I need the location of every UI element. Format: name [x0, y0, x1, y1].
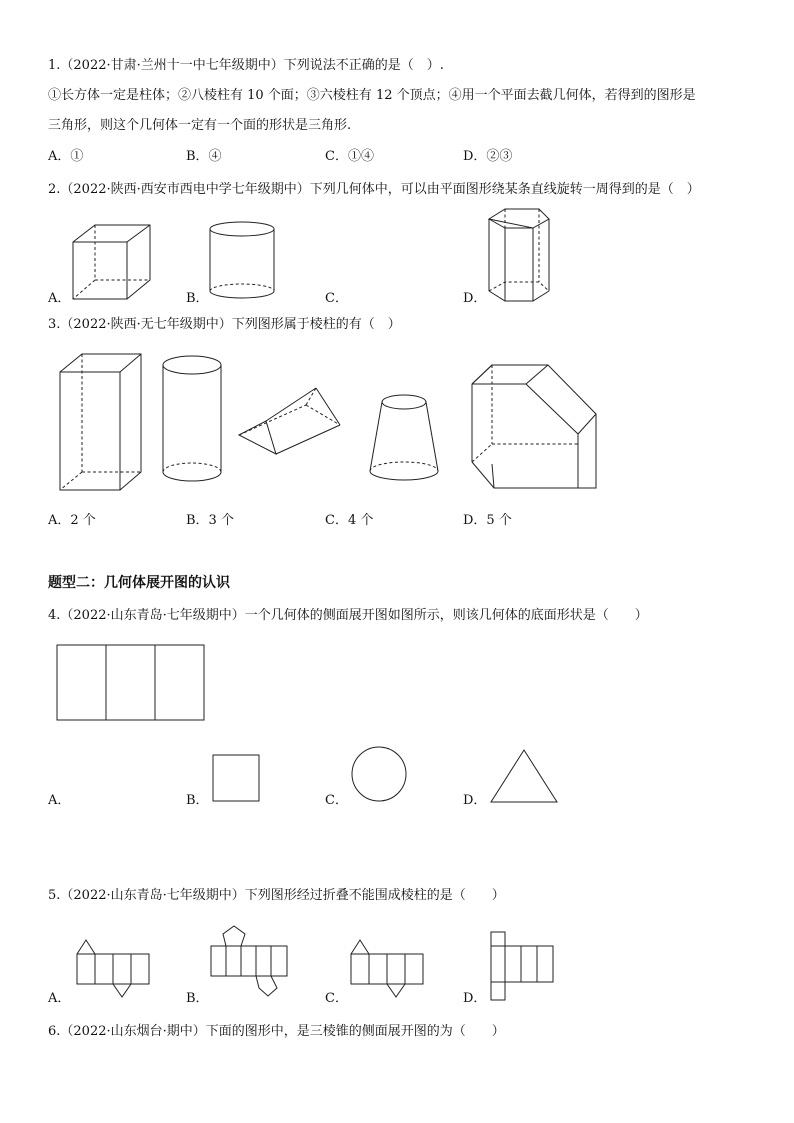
triangle-shape-figure: [490, 748, 560, 804]
q4-option-d: D．: [463, 793, 487, 808]
q2-cylinder-figure: [208, 220, 280, 302]
q3-frustum-figure: [366, 392, 442, 487]
q2-option-d: D．: [463, 291, 487, 306]
q5-stem: 5.（2022·山东青岛·七年级期中）下列图形经过折叠不能围成棱柱的是（ ）: [48, 888, 505, 903]
q5-net-d-figure: [490, 930, 556, 1006]
q2-option-b: B．: [186, 291, 209, 306]
q6-stem: 6.（2022·山东烟台·期中）下面的图形中，是三棱锥的侧面展开图的为（ ）: [48, 1024, 505, 1039]
q4-option-c: C．: [325, 793, 348, 808]
q1-statements-line1: ①长方体一定是柱体；②八棱柱有 10 个面；③六棱柱有 12 个顶点；④用一个平面去截几何体，若得到的图形是: [48, 88, 696, 103]
q2-stem: 2.（2022·陕西·西安市西电中学七年级期中）下列几何体中，可以由平面图形绕某条直线旋转一周得到的是（ ）: [48, 182, 700, 197]
q4-unfolded-lateral-figure: [56, 644, 206, 722]
q1-option-d: D．②③: [463, 149, 513, 164]
q3-cylinder-figure: [160, 354, 226, 486]
q3-cuboid-figure: [57, 352, 147, 494]
q1-option-b: B．④: [186, 149, 222, 164]
q5-net-a-figure: [76, 936, 152, 1000]
section-heading: 题型二：几何体展开图的认识: [48, 575, 230, 591]
q3-triangular-prism-figure: [236, 380, 346, 462]
q1-stem: 1.（2022·甘肃·兰州十一中七年级期中）下列说法不正确的是（ ）.: [48, 58, 444, 73]
q5-net-b-figure: [210, 924, 290, 1000]
q3-option-a: A．2 个: [48, 513, 96, 528]
q5-option-d: D．: [463, 991, 487, 1006]
circle-shape-figure: [350, 746, 410, 804]
q4-option-a: A．: [48, 793, 71, 808]
q1-statements-line2: 三角形，则这个几何体一定有一个面的形状是三角形.: [48, 118, 352, 133]
q3-option-c: C．4 个: [325, 513, 374, 528]
q5-option-a: A．: [48, 991, 71, 1006]
q2-pentagonal-prism-figure: [485, 205, 555, 305]
q1-option-a: A．①: [48, 149, 84, 164]
q3-option-b: B．3 个: [186, 513, 234, 528]
q2-option-a: A．: [48, 291, 71, 306]
q1-option-c: C．①④: [325, 149, 374, 164]
q3-cut-cuboid-figure: [468, 362, 600, 490]
square-shape-figure: [212, 754, 262, 804]
q4-stem: 4.（2022·山东青岛·七年级期中）一个几何体的侧面展开图如图所示，则该几何体的底面形状是（ ）: [48, 608, 648, 623]
q2-option-c: C．: [325, 291, 348, 306]
q3-option-d: D．5 个: [463, 513, 512, 528]
q2-cube-figure: [70, 222, 160, 302]
q5-net-c-figure: [350, 936, 426, 1000]
q4-option-b: B．: [186, 793, 209, 808]
q3-stem: 3.（2022·陕西·无七年级期中）下列图形属于棱柱的有（ ）: [48, 317, 401, 332]
q5-option-b: B．: [186, 991, 209, 1006]
q5-option-c: C．: [325, 991, 348, 1006]
